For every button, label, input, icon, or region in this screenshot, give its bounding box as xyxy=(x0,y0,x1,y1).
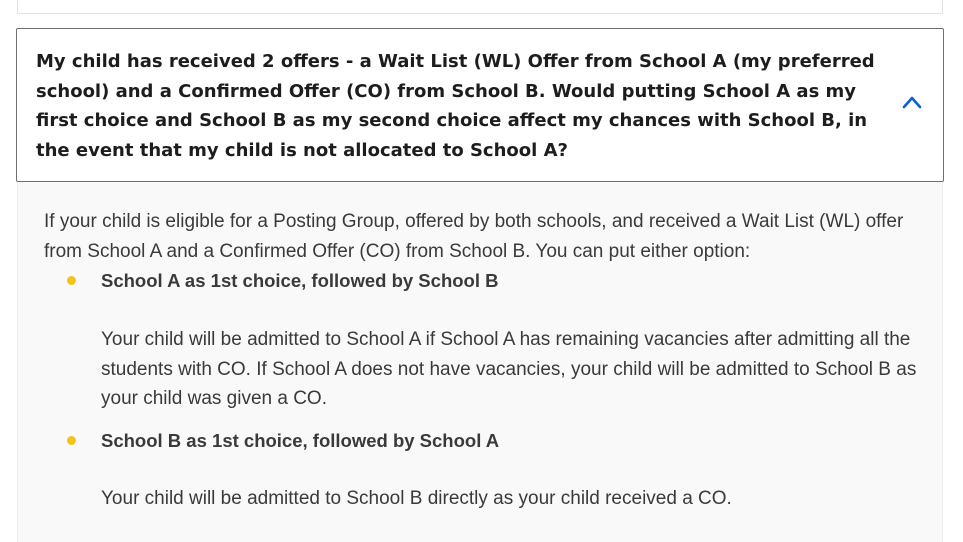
bullet-icon xyxy=(67,436,76,445)
faq-question-text: My child has received 2 offers - a Wait List (WL) Offer from School A (my preferred school) and a Confirmed Offer (CO) from School B. Would putting School A as my first choice and School B as my second choice affect my chances with School B, in the event that my child is not allocated to School A? xyxy=(36,51,875,161)
faq-question-toggle[interactable] xyxy=(16,28,944,182)
option-description: Your child will be admitted to School A if School A has remaining vacancies after admitting all the students with CO. If School A does not have vacancies, your child will be admitted to School B as your child was given a CO. xyxy=(101,329,917,409)
bullet-icon xyxy=(67,276,76,285)
answer-intro: If your child is eligible for a Posting Group, offered by both schools, and received a Wait List (WL) offer from School A and a Confirmed Offer (CO) from School B. You can put either option: xyxy=(44,211,904,262)
faq-answer-panel xyxy=(17,182,943,542)
previous-faq-item[interactable] xyxy=(17,0,943,14)
option-title: School B as 1st choice, followed by School A xyxy=(101,430,500,451)
option-title: School A as 1st choice, followed by School B xyxy=(101,270,499,291)
chevron-up-icon[interactable] xyxy=(902,95,922,109)
option-description: Your child will be admitted to School B directly as your child received a CO. xyxy=(101,488,732,509)
